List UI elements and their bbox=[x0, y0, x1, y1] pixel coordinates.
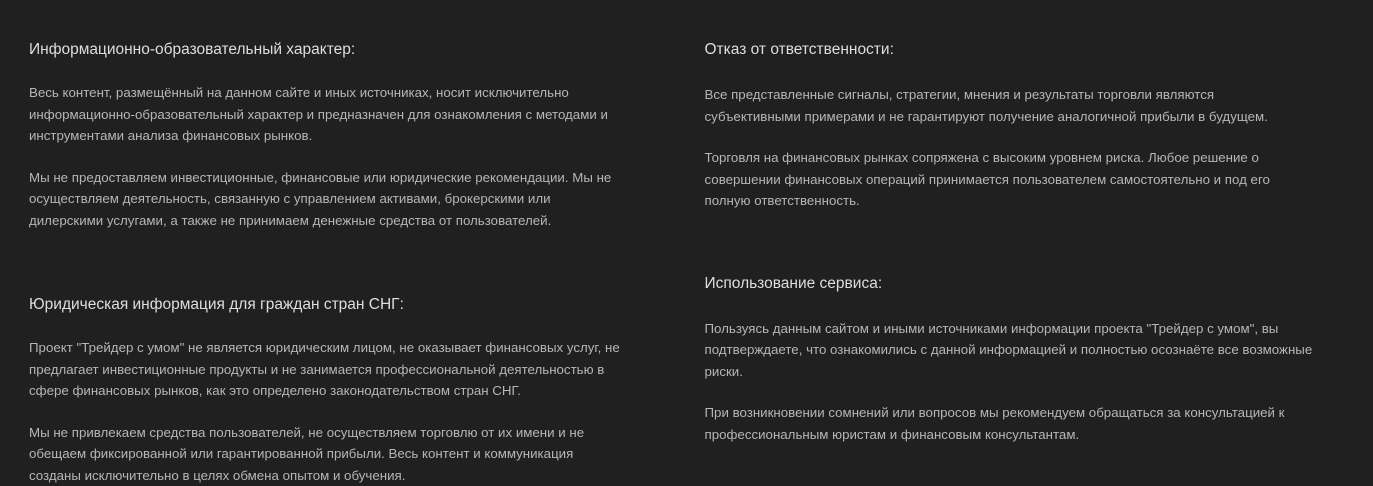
section-paragraph: Пользуясь данным сайтом и иными источниками информации проекта "Трейдер с умом", вы подтверждаете, что ознакомились с данной информацией и полностью осознаёте все возможные риски. bbox=[704, 320, 1313, 379]
section-title: Отказ от ответственности: bbox=[704, 41, 894, 58]
section-title: Использование сервиса: bbox=[704, 274, 883, 292]
section-paragraph: Торговля на финансовых рынках сопряжена с высоким уровнем риска. Любое решение о совершении финансовых операций принимается пользователем самостоятельно и под его полную ответственность. bbox=[704, 150, 1270, 208]
section-paragraph: Проект "Трейдер с умом" не является юридическим лицом, не оказывает финансовых услуг, не предлагает инвестиционные продукты и не занимается профессиональной деятельностью в сфере финансовых рынков, как это определено законодательством стран СНГ. bbox=[29, 340, 620, 398]
section-service-usage bbox=[705, 274, 1314, 446]
section-paragraph: При возникновении сомнений или вопросов мы рекомендуем обращаться за консультацией к профессиональным юристам и финансовым консультантам. bbox=[704, 405, 1285, 442]
section-title: Юридическая информация для граждан стран СНГ: bbox=[29, 296, 404, 313]
section-paragraph: Все представленные сигналы, стратегии, мнения и результаты торговли являются субъективными примерами и не гарантируют получение аналогичной прибыли в будущем. bbox=[704, 87, 1268, 124]
section-legal-info-cis bbox=[29, 295, 627, 486]
section-disclaimer bbox=[705, 40, 1314, 212]
section-paragraph: Мы не предоставляем инвестиционные, финансовые или юридические рекомендации. Мы не осуществляем деятельность, связанную с управлением активами, брокерскими или дилерскими услугами, а также не принимаем денежные средства от пользователей. bbox=[29, 169, 612, 228]
section-paragraph: Весь контент, размещённый на данном сайте и иных источниках, носит исключительно информационно-образовательный характер и предназначен для ознакомления с методами и инструментами анализа финансовых рынков. bbox=[29, 85, 608, 143]
section-informational-character bbox=[29, 40, 627, 231]
section-paragraph: Мы не привлекаем средства пользователей, не осуществляем торговлю от их имени и не обещаем фиксированной или гарантированной прибыли. Весь контент и коммуникация созданы исключительно в целях обмена опытом и обучения. bbox=[29, 424, 585, 483]
right-column bbox=[687, 0, 1373, 486]
section-title: Информационно-образовательный характер: bbox=[29, 41, 356, 58]
